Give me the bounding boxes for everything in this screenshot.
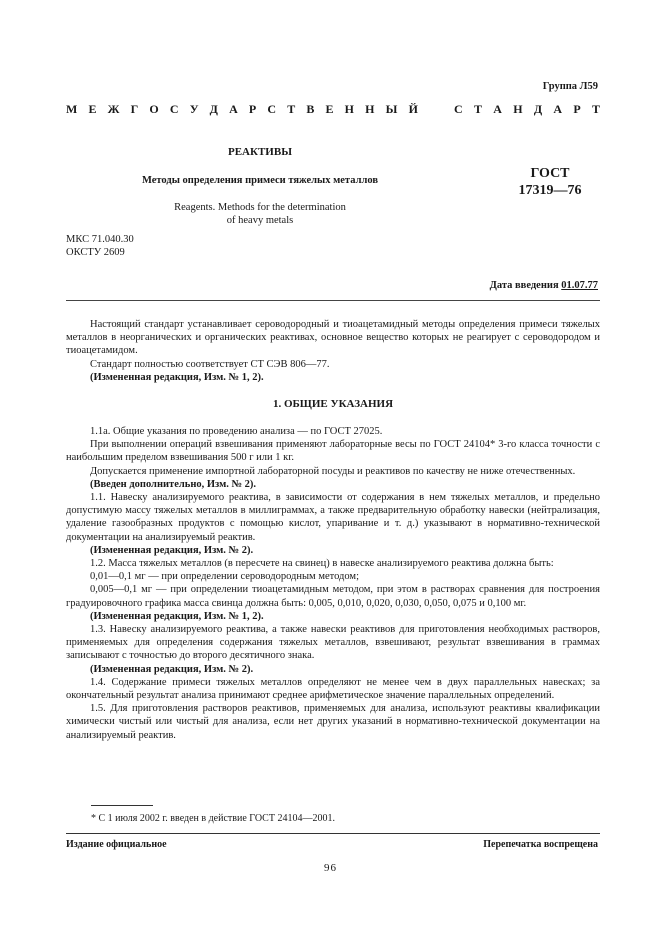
footnote: * С 1 июля 2002 г. введен в действие ГОСТ 24104—2001. xyxy=(91,813,335,824)
banner-left-word xyxy=(66,103,418,116)
banner-left-letter: М xyxy=(66,102,78,116)
gost-number: 17319—76 xyxy=(518,183,582,198)
banner-left-letter: Н xyxy=(365,102,375,116)
clause-1-1a-weighing: При выполнении операций взвешивания применяют лабораторные весы по ГОСТ 24104* 3-го класса точности с наибольшим пределом взвешивания 500 г или 1 кг. xyxy=(66,439,600,464)
clause-1-1a: 1.1а. Общие указания по проведению анализа — по ГОСТ 27025. xyxy=(90,426,383,437)
intro-block xyxy=(66,318,600,384)
page-number: 96 xyxy=(324,862,337,874)
banner-right-word xyxy=(454,103,600,116)
banner-right-letter: Т xyxy=(591,102,600,116)
banner-left-letter: Н xyxy=(344,102,354,116)
banner-left-letter: А xyxy=(229,102,238,116)
clause-1-2-a: 0,01—0,1 мг — при определении сероводородным методом; xyxy=(90,571,359,583)
section-1-title: 1. ОБЩИЕ УКАЗАНИЯ xyxy=(272,398,394,410)
clause-1-2: 1.2. Масса тяжелых металлов (в пересчете на свинец) в навеске анализируемого реактива должна быть: xyxy=(90,558,554,570)
english-title-line2: of heavy metals xyxy=(226,215,294,226)
banner-left-letter: Р xyxy=(248,102,257,116)
banner-left-letter: С xyxy=(267,102,277,116)
banner-right-letter: А xyxy=(553,102,563,116)
footer-divider xyxy=(66,833,600,834)
official-edition-label: Издание официальное xyxy=(66,839,167,850)
okstu-code: ОКСТУ 2609 xyxy=(66,246,125,258)
standard-banner xyxy=(66,103,600,116)
english-title xyxy=(60,201,460,227)
banner-left-letter: О xyxy=(149,102,159,116)
document-title: РЕАКТИВЫ xyxy=(227,146,292,158)
banner-right-letter: С xyxy=(454,102,463,116)
banner-right-letter: Р xyxy=(573,102,581,116)
section-1-body xyxy=(66,425,600,742)
clause-1-1a-imports: Допускается применение импортной лабораторной посуды и реактивов по качеству не ниже отечественных. xyxy=(90,465,576,477)
clause-1-4: 1.4. Содержание примеси тяжелых металлов определяют не менее чем в двух параллельных навесках; за окончательный результат анализа принимают среднее арифметическое значение параллельных определений. xyxy=(66,676,600,702)
header-divider xyxy=(66,300,600,301)
banner-left-letter: Т xyxy=(287,102,296,116)
introduction-date-value: 01.07.77 xyxy=(561,280,598,291)
clause-1-1: 1.1. Навеску анализируемого реактива, в зависимости от содержания в нем тяжелых металлов, и предельно допустимую массу тяжелых металлов в миллиграммах, а также предварительную обработку навески (нейтрализация, удаление газообразных продуктов с помощью кислот, упаривание и т. д.) указывают в нормативно-технической документации на анализируемый реактив. xyxy=(66,492,600,543)
document-subtitle: Методы определения примеси тяжелых металлов xyxy=(141,175,379,186)
banner-left-letter: С xyxy=(169,102,179,116)
banner-right-letter: А xyxy=(493,102,502,116)
clause-1-2-b: 0,005—0,1 мг — при определении тиоацетамидным методом, при этом в растворах сравнения для построения градуировочного графика масса свинца должна быть: 0,005, 0,010, 0,020, 0,030, 0,050, 0,075 и 0,100 мг. xyxy=(66,584,600,609)
banner-left-letter: Е xyxy=(325,102,334,116)
mks-code: МКС 71.040.30 xyxy=(66,234,134,245)
banner-left-letter: Е xyxy=(88,102,97,116)
intro-amendment-note: (Измененная редакция, Изм. № 1, 2). xyxy=(90,371,264,383)
footnote-divider xyxy=(91,805,153,806)
banner-left-letter: Д xyxy=(209,102,218,116)
intro-conformance: Стандарт полностью соответствует СТ СЭВ 806—77. xyxy=(90,358,330,370)
banner-left-letter: Ы xyxy=(385,102,398,116)
gost-label: ГОСТ xyxy=(530,166,570,181)
clause-1-5: 1.5. Для приготовления растворов реактивов, применяемых для анализа, используют реактивы квалификации химически чистый или чистый для анализа, если нет других указаний в нормативно-технической документации на анализируемый реактив. xyxy=(66,703,600,741)
gost-designation xyxy=(495,165,605,199)
clause-1-1a-note: (Введен дополнительно, Изм. № 2). xyxy=(90,478,257,490)
banner-left-letter: У xyxy=(189,102,199,116)
classification-codes xyxy=(66,234,134,259)
clause-1-3-note: (Измененная редакция, Изм. № 2). xyxy=(90,663,254,675)
introduction-date xyxy=(490,279,598,292)
banner-left-letter: В xyxy=(306,102,315,116)
reprint-prohibited-label: Перепечатка воспрещена xyxy=(483,839,598,850)
introduction-date-label: Дата введения xyxy=(489,280,559,291)
intro-paragraph: Настоящий стандарт устанавливает сероводородный и тиоацетамидный методы определения примеси тяжелых металлов в неорганических и органических реактивах, основное вещество которых не реагирует с сероводородом и тиоацетамидом. xyxy=(66,319,600,357)
clause-1-2-note: (Измененная редакция, Изм. № 1, 2). xyxy=(90,610,264,622)
clause-1-3: 1.3. Навеску анализируемого реактива, а также навески реактивов для приготовления необходимых растворов, применяемых для определения содержания тяжелых металлов, взвешивают, результат взвешивания в граммах записывают с точностью до второго десятичного знака. xyxy=(66,624,600,662)
banner-left-letter: Й xyxy=(408,102,418,116)
banner-left-letter: Ж xyxy=(107,102,120,116)
english-title-line1: Reagents. Methods for the determination xyxy=(174,202,346,213)
group-code: Группа Л59 xyxy=(542,81,598,92)
clause-1-1-note: (Измененная редакция, Изм. № 2). xyxy=(90,544,254,556)
banner-left-letter: Г xyxy=(130,102,139,116)
banner-right-letter: Т xyxy=(473,102,482,116)
banner-right-letter: Д xyxy=(533,102,543,116)
banner-right-letter: Н xyxy=(513,102,523,116)
